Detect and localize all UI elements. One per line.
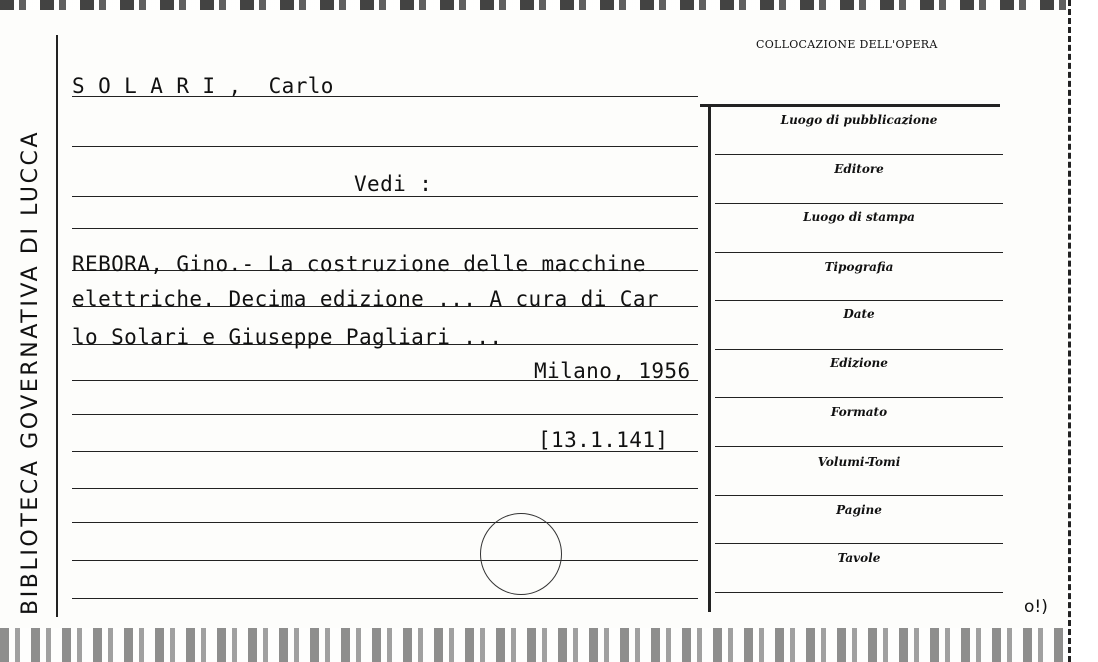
shelfmark: [13.1.141] [538, 428, 669, 452]
field-rule [715, 446, 1003, 447]
field-rule [715, 495, 1003, 496]
scan-right-edge [1068, 0, 1098, 662]
scan-bottom-edge [0, 628, 1098, 662]
field-rule [715, 349, 1003, 350]
field-rule [715, 397, 1003, 398]
ruled-line [72, 598, 698, 599]
imprint: Milano, 1956 [534, 359, 691, 383]
field-formato: Formato [830, 405, 888, 419]
field-date: Date [843, 307, 875, 321]
ruled-line [72, 228, 698, 229]
field-pagine: Pagine [836, 503, 882, 517]
field-volumi-tomi: Volumi-Tomi [817, 455, 901, 469]
author-forename: Carlo [268, 74, 334, 98]
field-editore: Editore [834, 162, 884, 176]
ruled-line [72, 196, 698, 197]
corner-note: o!) [1024, 597, 1048, 617]
author-surname: S O L A R I [72, 74, 216, 98]
field-tipografia: Tipografia [824, 260, 894, 274]
panel-top-rule [700, 104, 1000, 107]
author-separator: , [228, 74, 242, 98]
punch-hole [480, 513, 562, 595]
field-tavole: Tavole [837, 551, 881, 565]
field-luogo-pubblicazione: Luogo di pubblicazione [780, 113, 938, 127]
collocazione-title: COLLOCAZIONE DELL'OPERA [756, 38, 938, 51]
ruled-line [72, 560, 698, 561]
ruled-line [72, 522, 698, 523]
entry-line-3: lo Solari e Giuseppe Pagliari ... [72, 325, 503, 349]
margin-line [56, 35, 58, 617]
ruled-line [72, 414, 698, 415]
field-rule [715, 592, 1003, 593]
field-rule [715, 154, 1003, 155]
library-name: BIBLIOTECA GOVERNATIVA DI LUCCA [18, 129, 43, 615]
field-rule [715, 252, 1003, 253]
panel-divider [708, 104, 711, 612]
field-rule [715, 300, 1003, 301]
entry-line-1: REBORA, Gino.- La costruzione delle macchine [72, 252, 646, 276]
field-luogo-stampa: Luogo di stampa [803, 210, 915, 224]
author-heading [72, 74, 334, 98]
scan-top-edge [0, 0, 1098, 10]
field-rule [715, 203, 1003, 204]
field-rule [715, 543, 1003, 544]
ruled-line [72, 146, 698, 147]
vedi-label: Vedi : [354, 172, 433, 196]
field-edizione: Edizione [830, 356, 888, 370]
entry-line-2: elettriche. Decima edizione ... A cura di Car [72, 287, 659, 311]
ruled-line [72, 488, 698, 489]
